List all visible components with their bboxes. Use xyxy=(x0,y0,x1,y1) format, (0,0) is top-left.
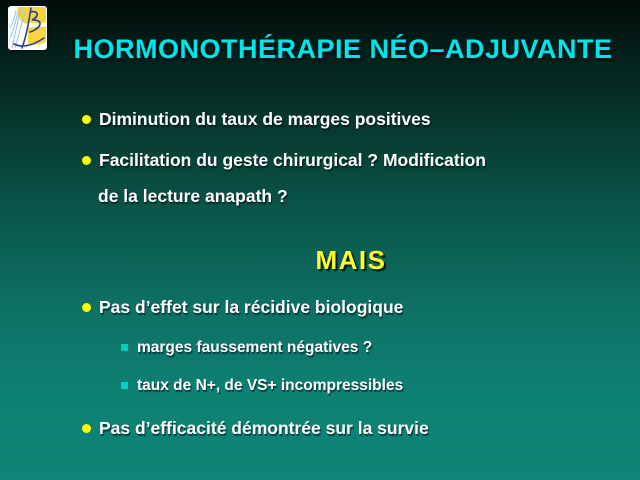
sub-bullet-item xyxy=(121,376,403,395)
sub-bullet-square-icon xyxy=(121,382,128,389)
calligraphic-b-logo-art xyxy=(8,6,47,50)
bullet-text: Pas d’efficacité démontrée sur la survie xyxy=(99,418,429,438)
bullet-text: de la lecture anapath ? xyxy=(98,186,288,206)
bullet-dot-icon xyxy=(82,424,91,433)
sub-bullet-item xyxy=(121,338,372,357)
bullet-dot-icon xyxy=(82,115,91,124)
bullet-item xyxy=(82,109,431,130)
bullet-dot-icon xyxy=(82,156,91,165)
bullet-dot-icon xyxy=(82,303,91,312)
bullet-text: Pas d’effet sur la récidive biologique xyxy=(99,297,404,317)
sub-bullet-square-icon xyxy=(121,344,128,351)
bullet-text: Diminution du taux de marges positives xyxy=(99,109,431,129)
bullet-item xyxy=(82,150,486,171)
bullet-text: Facilitation du geste chirurgical ? Modification xyxy=(99,150,486,170)
bullet-item xyxy=(82,297,403,318)
sub-bullet-text: taux de N+, de VS+ incompressibles xyxy=(137,377,404,394)
calligraphic-b-logo xyxy=(8,6,47,50)
emphasis-word: MAIS xyxy=(315,245,387,275)
bullet-item xyxy=(82,418,429,439)
sub-bullet-text: marges faussement négatives ? xyxy=(137,339,373,356)
slide-title: HORMONOTHÉRAPIE NÉO–ADJUVANTE xyxy=(73,34,613,64)
bullet-text-continuation xyxy=(98,186,288,207)
